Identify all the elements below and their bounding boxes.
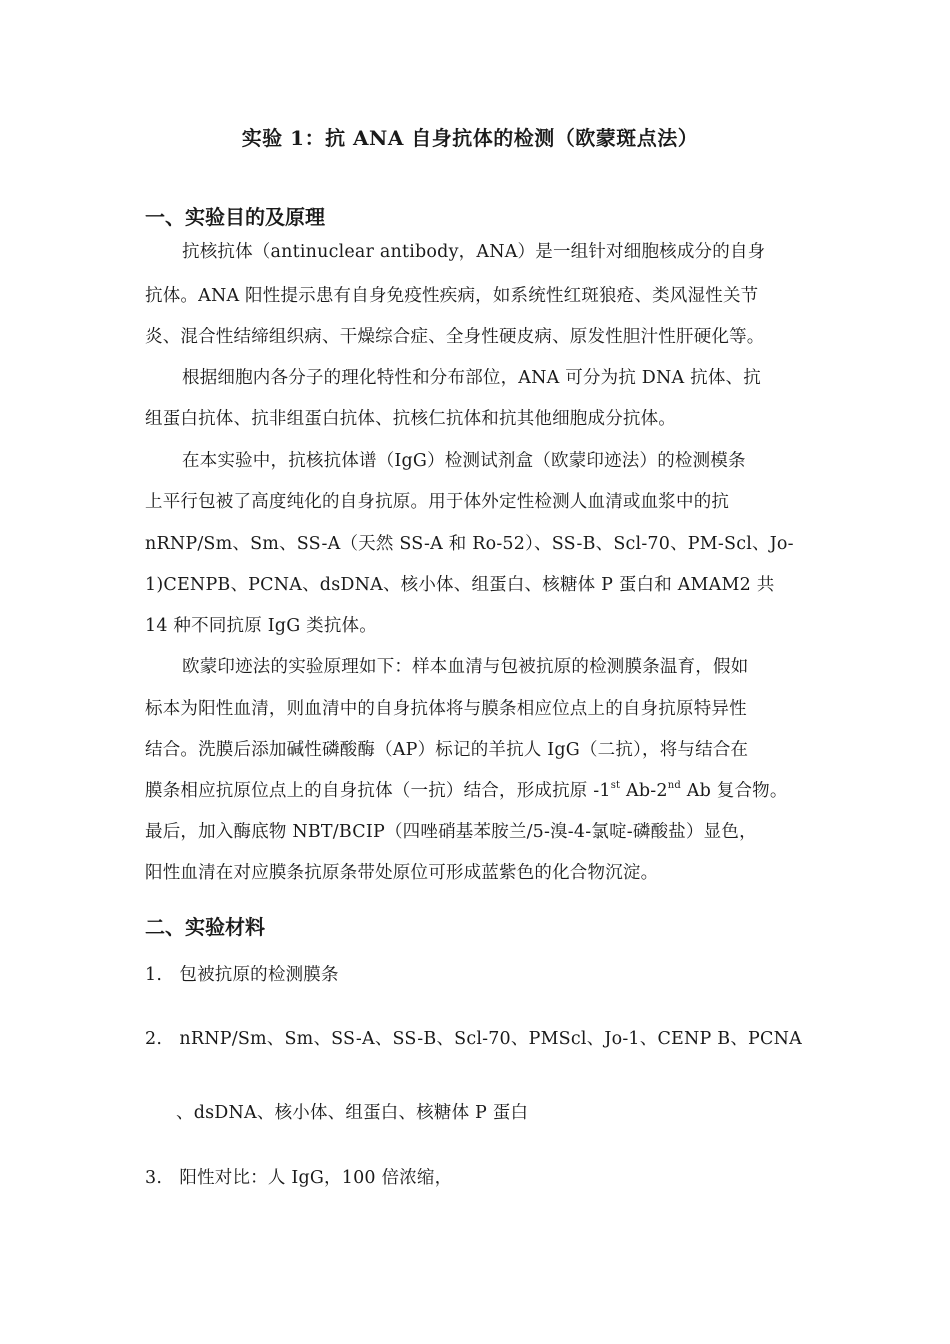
list-item-continuation: 、dsDNA、核小体、组蛋白、核糖体 P 蛋白	[176, 1103, 529, 1123]
text-line: 炎、混合性结缔组织病、干燥综合症、全身性硬皮病、原发性胆汁性肝硬化等。	[145, 327, 765, 347]
text-segment: Ab-2	[620, 781, 668, 801]
text-line: 组蛋白抗体、抗非组蛋白抗体、抗核仁抗体和抗其他细胞成分抗体。	[145, 409, 676, 429]
text-line: 最后，加入酶底物 NBT/BCIP（四唑硝基苯胺兰/5-溴-4-氯啶-磷酸盐）显色，	[145, 822, 757, 842]
text-segment: Ab 复合物。	[680, 781, 788, 801]
text-line	[145, 777, 788, 802]
text-line: 阳性血清在对应膜条抗原条带处原位可形成蓝紫色的化合物沉淀。	[145, 863, 659, 883]
text-line: 抗体。ANA 阳性提示患有自身免疫性疾病，如系统性红斑狼疮、类风湿性关节	[145, 286, 759, 306]
text-line: 根据细胞内各分子的理化特性和分布部位，ANA 可分为抗 DNA 抗体、抗	[182, 368, 761, 388]
text-line: 抗核抗体（antinuclear antibody，ANA）是一组针对细胞核成分的自身	[182, 242, 766, 262]
list-item: 2. nRNP/Sm、Sm、SS-A、SS-B、Scl-70、PMScl、Jo-1、CENP B、PCNA	[145, 1029, 802, 1049]
text-line: 1)CENPB、PCNA、dsDNA、核小体、组蛋白、核糖体 P 蛋白和 AMAM2 共	[145, 575, 775, 595]
text-line: 欧蒙印迹法的实验原理如下：样本血清与包被抗原的检测膜条温育，假如	[182, 657, 749, 677]
text-line: 14 种不同抗原 IgG 类抗体。	[145, 616, 377, 636]
text-line: 结合。洗膜后添加碱性磷酸酶（AP）标记的羊抗人 IgG（二抗），将与结合在	[145, 740, 749, 760]
text-line: 在本实验中，抗核抗体谱（IgG）检测试剂盒（欧蒙印迹法）的检测模条	[182, 451, 746, 471]
superscript: st	[610, 780, 621, 791]
text-line: 标本为阳性血清，则血清中的自身抗体将与膜条相应位点上的自身抗原特异性	[145, 699, 747, 719]
superscript: nd	[667, 780, 681, 791]
section-heading-1: 一、实验目的及原理	[145, 205, 325, 229]
list-item: 1. 包被抗原的检测膜条	[145, 965, 339, 985]
list-item: 3. 阳性对比：人 IgG，100 倍浓缩，	[145, 1168, 453, 1188]
text-segment: 膜条相应抗原位点上的自身抗体（一抗）结合，形成抗原 -1	[145, 781, 611, 801]
text-line: 上平行包被了高度纯化的自身抗原。用于体外定性检测人血清或血浆中的抗	[145, 492, 730, 512]
page-title: 实验 1：抗 ANA 自身抗体的检测（欧蒙斑点法）	[241, 126, 699, 150]
text-line: nRNP/Sm、Sm、SS-A（天然 SS-A 和 Ro-52）、SS-B、Scl-70、PM-Scl、Jo-	[145, 534, 794, 554]
section-heading-2: 二、实验材料	[145, 915, 265, 939]
